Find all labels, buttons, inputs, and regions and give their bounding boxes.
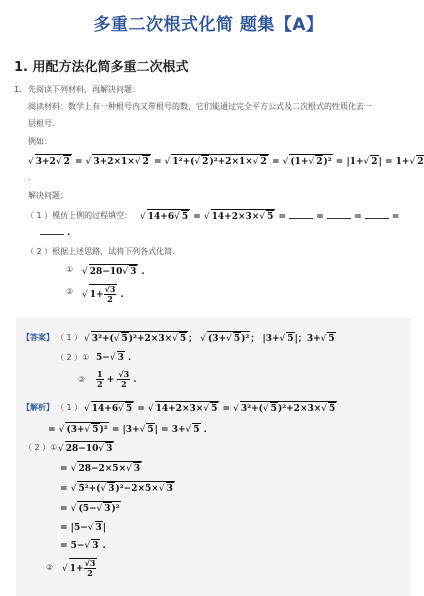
analysis-2-step-4: = |5−√ 3|: [60, 523, 107, 533]
choice-1-expression: √ 28−10√ 3 .: [82, 264, 145, 278]
analysis-2-step-1: = √ 28−2×5×√ 3: [60, 461, 142, 475]
part-1-prompt: （ 1 ）模仿上例的过程填空：: [26, 211, 133, 220]
answer-3-label: ②: [78, 375, 86, 384]
analysis-2-expression: √ 28−10√ 3: [58, 441, 114, 455]
analysis-3-expression: √ 1+ $\frac{√3}{2}$: [62, 558, 96, 578]
example-label: 例如：: [28, 137, 52, 146]
question-intro: 先阅读下列材料，再解决问题：: [28, 85, 140, 94]
answer-1-expression: √ 3²+(√ 5)²+2×3×√ 5 ； √ (3+√ 5)²； |3+√ 5|；3+√ 5: [84, 331, 336, 345]
answer-panel: [16, 318, 411, 596]
material-line-2: 层根号．: [28, 119, 60, 128]
material-line-1: 阅读材料：数学上有一种根号内又带根号的数，它们能通过完全平方公式及二次根式的性质化去一: [28, 102, 372, 111]
example-expression: √ 3+2√ 2 = √ 3+2×1×√ 2 = √ 1²+(√ 2)²+2×1×√ 2 = √ (1+√ 2)² = |1+√ 2| = 1+√ 2: [28, 154, 424, 168]
analysis-tag: 【解析】: [22, 403, 54, 412]
part-1-expression: √ 14+6√ 5 = √ 14+2×3×√ 5 = = = =: [140, 209, 399, 223]
analysis-3-label: ②: [46, 563, 54, 572]
choice-1-marker: ①: [66, 265, 74, 274]
solve-label: 解决问题：: [28, 191, 68, 200]
analysis-1-continued: = √ (3+√ 5)² = |3+√ 5| = 3+√ 5 .: [48, 422, 207, 436]
example-period: .: [28, 173, 31, 182]
analysis-1-label: （ 1 ）: [56, 403, 83, 412]
answer-blank[interactable]: [327, 210, 351, 219]
analysis-2-step-3: = √ (5−√ 3)²: [60, 501, 121, 515]
answer-blank[interactable]: [289, 210, 313, 219]
page-title: 多重二次根式化简 题集【A】: [93, 15, 324, 35]
analysis-1-expression: √ 14+6√ 5 = √ 14+2×3×√ 5 = √ 3²+(√ 5)²+2×3×√ 5: [84, 401, 337, 415]
answer-3-expression: $\frac{1}{2}$ + $\frac{√3}{2}$ .: [97, 369, 137, 389]
choice-2-marker: ②: [66, 287, 74, 296]
answer-blank[interactable]: [365, 210, 389, 219]
answer-tag: 【答案】: [22, 333, 54, 342]
section-heading: 1. 用配方法化简多重二次根式: [14, 60, 189, 75]
analysis-2-step-5: = 5−√ 3 .: [60, 541, 106, 551]
part-1-trailing: .: [40, 226, 70, 239]
analysis-2-label: （ 2 ）①: [24, 443, 58, 452]
answer-1-label: （ 1 ）: [56, 333, 83, 342]
answer-2-expression: 5−√ 3 .: [96, 353, 132, 363]
question-number: 1.: [14, 85, 22, 94]
answer-2-label: （ 2 ）①: [56, 353, 90, 362]
part-2-prompt: （ 2 ）根据上述思路，试将下列各式化简．: [26, 247, 181, 256]
choice-2-expression: √ 1+ $\frac{√3}{2}$ .: [82, 284, 124, 304]
answer-blank[interactable]: [40, 226, 64, 235]
analysis-2-step-2: = √ 5²+(√ 3)²−2×5×√ 3: [60, 481, 175, 495]
